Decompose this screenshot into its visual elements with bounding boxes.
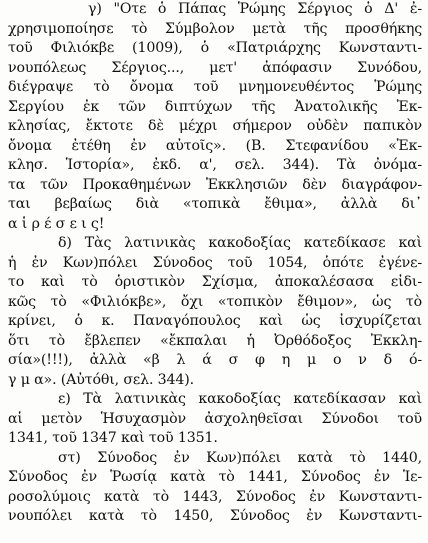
text-line-15: το καὶ τὸ ὁριστικὸν Σχίσμα, ἀποκαλέσασα εἰδι- xyxy=(8,274,422,290)
text-line-12: α ἱ ρ έ σ ε ι ς! xyxy=(8,215,105,232)
text-line-22: αἱ μετὸν Ἡσυχασμὸν ἀσχοληθεῖσαι Σύνοδοι τοῦ xyxy=(8,410,422,427)
text-line-8: ὄνομα ἐτέθη ἐν αὐτοῖς». (Β. Στεφανίδου «Ἐκ- xyxy=(8,137,422,154)
text-line-1: γ) "Οτε ὁ Πάπας Ῥώμης Σέργιος ὁ Δ' ἐ- xyxy=(88,1,422,17)
text-line-6: Σεργίου ἐκ τῶν διπτύχων τῆς Ἀνατολικῆς Ἐκ- xyxy=(8,98,422,115)
text-line-17: κρίνει, ὁ κ. Παναγόπουλος καὶ ὡς ἰσχυρίζεται xyxy=(8,313,422,329)
text-line-27: νουπόλει κατὰ τὸ 1450, Σύνοδος ἐν Κωνσταντι- xyxy=(8,508,422,524)
text-line-13: δ) Τὰς λατινικὰς κακοδοξίας κατεδίκασε καὶ xyxy=(58,235,422,251)
text-line-3: τοῦ Φιλιόκβε (1009), ὁ «Πατριάρχης Κωνσταντι- xyxy=(8,40,422,56)
text-line-23: 1341, τοῦ 1347 καὶ τοῦ 1351. xyxy=(8,430,218,446)
text-line-20: γ μ α». (Αὐτόθι, σελ. 344). xyxy=(8,371,195,388)
text-line-4: νουπόλεως Σέργιος..., μετ' ἀπόφασιν Συνόδου, xyxy=(8,59,422,76)
text-line-10: τα τῶν Προκαθημένων Ἐκκλησιῶν δὲν διαγράφον- xyxy=(8,176,422,193)
text-line-16: κῶς τὸ «Φιλιόκβε», ὄχι «τοπικὸν ἔθιμον», ὡς τὸ xyxy=(8,293,422,310)
text-line-26: ροσολύμοις κατὰ τὸ 1443, Σύνοδος ἐν Κωνσταντι- xyxy=(8,488,422,505)
text-line-2: χρησιμοποίησε τὸ Σύμβολον μετὰ τῆς προσθήκης xyxy=(8,20,422,37)
text-line-25: Σύνοδος ἐν Ῥωσίᾳ κατὰ τὸ 1441, Σύνοδος ἐν Ἱε- xyxy=(8,469,422,485)
text-line-11: ται βεβαίως διὰ «τοπικὰ ἔθιμα», ἀλλὰ δι᾽ xyxy=(8,196,422,212)
text-line-19: σία»(!!!), ἀλλὰ «β λ ά σ φ η μ ο ν δ ό- xyxy=(8,352,422,368)
text-line-5: διέγραψε τὸ ὄνομα τοῦ μνημονευθέντος Ῥώμης xyxy=(8,79,422,95)
text-line-21: ε) Τὰ λατινικὰς κακοδοξίας κατεδίκασαν καὶ xyxy=(58,391,422,407)
text-line-18: ὅτι τὸ ἔβλεπεν «ἔκπαλαι ἡ Ὀρθόδοξος Ἐκκλη- xyxy=(8,332,422,349)
text-line-24: στ) Σύνοδος ἐν Κων)πόλει κατὰ τὸ 1440, xyxy=(58,449,422,466)
text-line-9: κλησ. Ἱστορία», ἐκδ. α', σελ. 344). Τὰ ὀνόμα- xyxy=(8,157,422,173)
text-line-14: ἡ ἐν Κων)πόλει Σύνοδος τοῦ 1054, ὁπότε ἐγένε- xyxy=(8,254,422,271)
text-line-7: κλησίας, ἔκτοτε δὲ μέχρι σήμερον οὐδὲν παπικὸν xyxy=(8,118,422,134)
